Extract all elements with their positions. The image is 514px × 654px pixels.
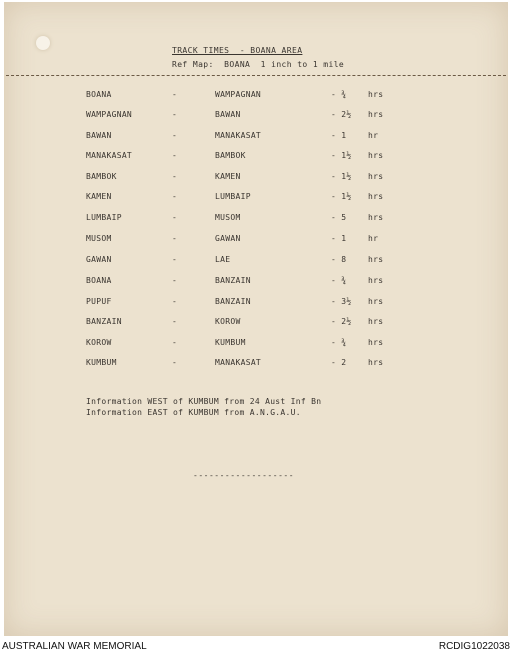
fold-line [6,75,506,76]
row-separator: - [172,151,178,160]
row-unit: hr [368,131,379,140]
row-to: BANZAIN [215,297,251,306]
row-to: LAE [215,255,231,264]
footer-id: RCDIG1022038 [438,641,510,652]
table-row [86,338,406,352]
row-to: KOROW [215,317,241,326]
row-separator: - [172,110,178,119]
row-from: GAWAN [86,255,112,264]
row-unit: hrs [368,297,384,306]
row-from: MUSOM [86,234,112,243]
row-time: - 1½ [331,151,352,160]
row-time: - 1½ [331,192,352,201]
row-from: KAMEN [86,192,112,201]
row-to: KAMEN [215,172,241,181]
row-unit: hrs [368,317,384,326]
row-to: BAWAN [215,110,241,119]
row-separator: - [172,358,178,367]
row-from: BAWAN [86,131,112,140]
row-to: WAMPAGNAN [215,90,262,99]
row-unit: hrs [368,192,384,201]
table-row [86,192,406,206]
row-separator: - [172,297,178,306]
row-to: BANZAIN [215,276,251,285]
table-row [86,151,406,165]
row-from: MANAKASAT [86,151,133,160]
row-unit: hrs [368,213,384,222]
row-unit: hr [368,234,379,243]
row-to: BAMBOK [215,151,246,160]
row-unit: hrs [368,151,384,160]
row-time: - 3½ [331,297,352,306]
table-row [86,234,406,248]
row-to: LUMBAIP [215,192,251,201]
row-unit: hrs [368,172,384,181]
table-row [86,172,406,186]
row-from: BAMBOK [86,172,117,181]
table-row [86,255,406,269]
row-time: - ¾ [331,276,347,285]
row-time: - 1½ [331,172,352,181]
row-to: MUSOM [215,213,241,222]
row-separator: - [172,131,178,140]
info-line-west: Information WEST of KUMBUM from 24 Aust Inf Bn [86,397,322,406]
table-row [86,131,406,145]
document-subtitle: Ref Map: BOANA 1 inch to 1 mile [172,60,345,69]
row-time: - 1 [331,131,347,140]
row-unit: hrs [368,338,384,347]
footer-source: AUSTRALIAN WAR MEMORIAL [2,641,147,652]
row-to: KUMBUM [215,338,246,347]
table-row [86,358,406,372]
row-separator: - [172,338,178,347]
punch-hole [36,36,50,50]
row-separator: - [172,276,178,285]
table-row [86,110,406,124]
row-separator: - [172,213,178,222]
table-row [86,90,406,104]
row-time: - ¾ [331,338,347,347]
row-unit: hrs [368,358,384,367]
row-to: MANAKASAT [215,358,262,367]
document-title: TRACK TIMES - BOANA AREA [172,46,303,55]
row-unit: hrs [368,90,384,99]
row-separator: - [172,90,178,99]
table-row [86,213,406,227]
row-from: KUMBUM [86,358,117,367]
row-unit: hrs [368,255,384,264]
table-row [86,276,406,290]
row-separator: - [172,234,178,243]
row-separator: - [172,192,178,201]
row-separator: - [172,317,178,326]
info-line-east: Information EAST of KUMBUM from A.N.G.A.U. [86,408,301,417]
row-time: - 5 [331,213,347,222]
row-separator: - [172,255,178,264]
divider: ------------------- [193,471,295,480]
row-unit: hrs [368,276,384,285]
row-time: - ¾ [331,90,347,99]
row-to: GAWAN [215,234,241,243]
row-to: MANAKASAT [215,131,262,140]
row-time: - 2½ [331,110,352,119]
row-from: BANZAIN [86,317,122,326]
row-separator: - [172,172,178,181]
row-from: BOANA [86,276,112,285]
row-unit: hrs [368,110,384,119]
row-time: - 1 [331,234,347,243]
row-from: LUMBAIP [86,213,122,222]
table-row [86,317,406,331]
table-row [86,297,406,311]
row-time: - 2 [331,358,347,367]
row-time: - 2½ [331,317,352,326]
row-time: - 8 [331,255,347,264]
row-from: WAMPAGNAN [86,110,133,119]
row-from: KOROW [86,338,112,347]
row-from: BOANA [86,90,112,99]
row-from: PUPUF [86,297,112,306]
